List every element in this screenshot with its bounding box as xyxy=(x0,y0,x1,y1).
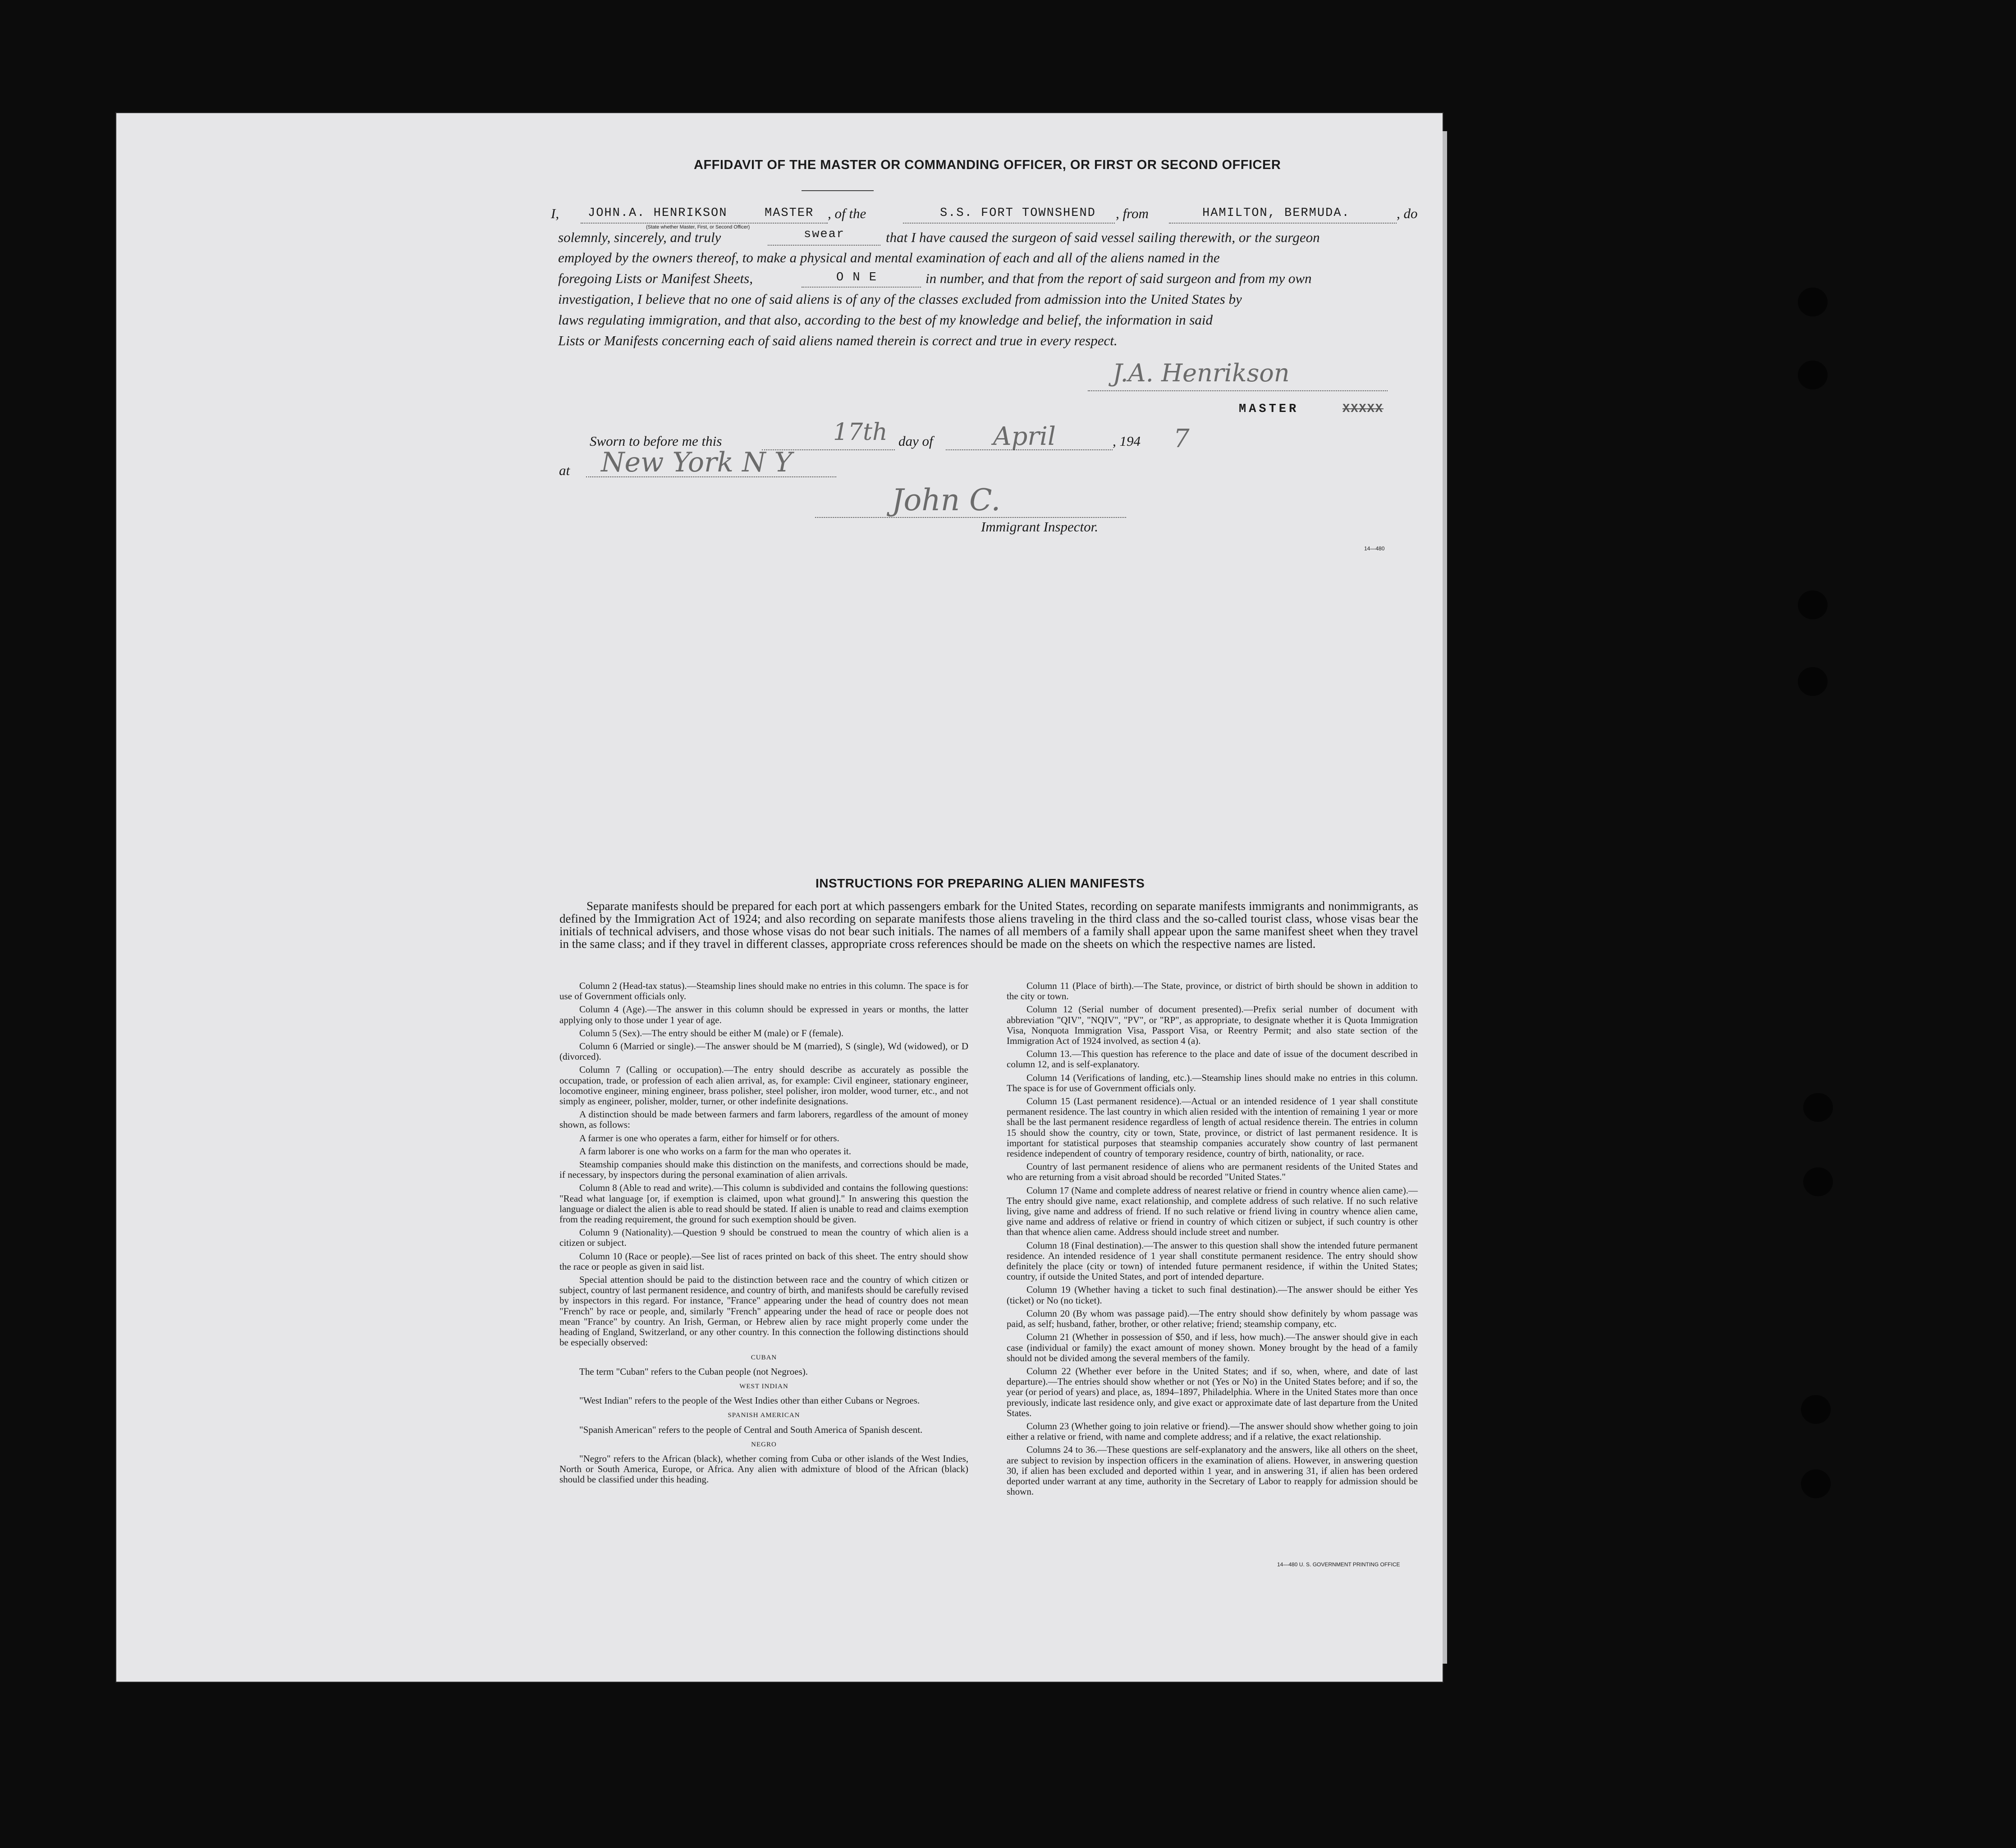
instruction-paragraph: A farmer is one who operates a farm, either for himself or for others. xyxy=(579,1132,839,1144)
count-field-line xyxy=(802,287,921,288)
instruction-paragraph: Column 19 (Whether having a ticket to such final destination).—The answer should be either Yes (ticket) or No (no ticket). xyxy=(1007,1284,1418,1306)
sheet-edge xyxy=(1443,131,1447,1664)
inspector-title: Immigrant Inspector. xyxy=(981,519,1099,535)
instruction-paragraph: Column 23 (Whether going to join relative or friend).—The answer should show whether going to join either a relative or friend, with name and complete address; and if a relative, the exact relationship. xyxy=(1007,1420,1418,1442)
instructions-right-column xyxy=(1007,981,1418,1500)
year-prefix: , 194 xyxy=(1113,433,1141,449)
form-code: 14—480 xyxy=(1364,545,1385,552)
instructions-left-column xyxy=(559,981,968,1488)
instruction-paragraph: Column 7 (Calling or occupation).—The entry should describe as accurately as possible the occupation, trade, or profession of each alien arrival, as, for example: Civil engineer, stationary engineer, locomotive engineer, mining engineer, brass polisher, steel polisher, iron molder, wood turner, etc., and not simply as engineer, polisher, molder, turner, or other indefinite designations. xyxy=(559,1064,968,1107)
instruction-paragraph: A distinction should be made between farmers and farm laborers, regardless of the amount of money shown, as follows: xyxy=(559,1109,968,1130)
race-heading: WEST INDIAN xyxy=(739,1382,788,1390)
inspector-signature: John C. xyxy=(892,483,1001,517)
master-signature: J.A. Henrikson xyxy=(1113,359,1290,387)
affidavit-line-3: employed by the owners thereof, to make a physical and mental examination of each and all of the aliens named in the xyxy=(558,250,1220,265)
vessel-field-line xyxy=(903,223,1115,224)
binder-hole xyxy=(1803,1093,1833,1122)
instruction-paragraph: Column 6 (Married or single).—The answer should be M (married), S (single), Wd (widowed), or D (divorced). xyxy=(559,1041,968,1062)
signature-line xyxy=(1088,390,1388,391)
sworn-day: 17th xyxy=(833,419,888,446)
race-heading: CUBAN xyxy=(751,1354,777,1361)
officer-rank: MASTER xyxy=(765,206,814,220)
month-field-line xyxy=(946,449,1113,450)
binder-hole xyxy=(1798,667,1828,696)
title-rule xyxy=(802,190,874,191)
affidavit-line-2: that I have caused the surgeon of said vessel sailing therewith, or the surgeon xyxy=(886,229,1320,245)
affidavit-line-7: Lists or Manifests concerning each of said aliens named therein is correct and true in every respect. xyxy=(558,333,1118,348)
instruction-paragraph: Column 11 (Place of birth).—The State, province, or district of birth should be shown in addition to the city or town. xyxy=(1007,980,1418,1002)
rank-note: (State whether Master, First, or Second Officer) xyxy=(646,224,750,230)
signature-title: MASTER xyxy=(1239,403,1299,416)
instruction-paragraph: Column 15 (Last permanent residence).—Actual or an intended residence of 1 year shall constitute permanent residence. The last country in which alien resided with the intention of remaining 1 year or more shall be the last permanent residence regardless of length of actual residence therein. The entries in column 15 should show the country, city or town, State, province, or district of last permanent residence. It is important for statistical purposes that steamship companies accurately show country of last permanent residence independent of country of temporary residence, country of birth, nationality, or race. xyxy=(1007,1096,1418,1159)
race-definition: "Negro" refers to the African (black), whether coming from Cuba or other islands of the West Indies, North or South America, Europe, or Africa. Any alien with admixture of blood of the African (black) should be classified under this heading. xyxy=(559,1453,968,1485)
binder-hole xyxy=(1801,1469,1831,1498)
manifest-sheet xyxy=(116,113,1443,1682)
instruction-paragraph: Special attention should be paid to the distinction between race and the country of which citizen or subject, country of last permanent residence, and country of birth, and manifests should be carefully revised by inspectors in this regard. For instance, "France" appearing under the head of country does not mean "French" by race or people, and, similarly "French" appearing under the head of race or people does not mean "France" by country. An Irish, German, or Hebrew alien by race might properly come under the heading of England, Switzerland, or any other country. In this connection the following distinctions should be especially observed: xyxy=(559,1274,968,1348)
binder-hole xyxy=(1798,590,1828,619)
instruction-paragraph: Country of last permanent residence of aliens who are permanent residents of the United States and who are returning from a visit abroad should be recorded "United States." xyxy=(1007,1161,1418,1183)
sworn-place: New York N Y xyxy=(601,447,793,478)
binder-hole xyxy=(1801,1395,1831,1424)
day-of-label: day of xyxy=(898,433,933,449)
from-label: , from xyxy=(1116,206,1149,221)
port-field-line xyxy=(1169,223,1397,224)
race-heading: SPANISH AMERICAN xyxy=(728,1412,800,1419)
race-definition: "Spanish American" refers to the people of Central and South America of Spanish descent. xyxy=(579,1424,923,1435)
place-field-line xyxy=(586,476,836,477)
printing-office-footer: 14—480 U. S. GOVERNMENT PRINTING OFFICE xyxy=(1277,1561,1400,1568)
binder-hole xyxy=(1798,288,1828,316)
oath-word: swear xyxy=(804,228,845,241)
do-label: , do xyxy=(1397,206,1418,221)
instruction-paragraph: Column 14 (Verifications of landing, etc.).—Steamship lines should make no entries in this column. The space is for use of Government officials only. xyxy=(1007,1072,1418,1093)
instruction-paragraph: Column 12 (Serial number of document presented).—Prefix serial number of document with abbreviation "QIV", "NQIV", "PV", or "RP", as appropriate, to designate whether it is Quota Immigration Visa, Nonquota Immigration Visa, Passport Visa, or Reentry Permit; and also state section of the Immigration Act of 1924 involved, as section 4 (a). xyxy=(1007,1004,1418,1047)
year-suffix: 7 xyxy=(1173,424,1190,453)
instruction-paragraph: Column 21 (Whether in possession of $50, and if less, how much).—The answer should give in each case (individual or family) the exact amount of money shown. Money brought by the head of a family should not be divided among the several members of the family. xyxy=(1007,1331,1418,1363)
at-label: at xyxy=(559,462,570,478)
instruction-paragraph: A farm laborer is one who works on a farm for the man who operates it. xyxy=(579,1145,851,1157)
race-definition: "West Indian" refers to the people of the West Indies other than either Cubans or Negroes. xyxy=(579,1395,920,1406)
affidavit-line-6: laws regulating immigration, and that also, according to the best of my knowledge and belief, the information in said xyxy=(558,312,1213,328)
instruction-paragraph: Column 13.—This question has reference to the place and date of issue of the document described in column 12, and is self-explanatory. xyxy=(1007,1048,1418,1070)
sworn-month: April xyxy=(993,422,1056,451)
instruction-paragraph: Columns 24 to 36.—These questions are self-explanatory and the answers, like all others on the sheet, are subject to revision by inspection officers in the examination of aliens. However, in answering question 30, if alien has been excluded and deported within 1 year, and in answering 31, if alien has been ordered deported under warrant at any time, authority in the Secretary of Labor to reapply for admission should be shown. xyxy=(1007,1444,1418,1497)
instruction-paragraph: Column 17 (Name and complete address of nearest relative or friend in country whence alien came).—The entry should give name, exact relationship, and complete address of such relative. If no such relative living, give name and address of friend. If no such relative or friend living in country whence alien came, give name and address of relative or friend in country of which citizen or subject, if such country is other than that whence alien came. Address should include street and number. xyxy=(1007,1185,1418,1238)
master-name: JOHN.A. HENRIKSON xyxy=(588,206,728,220)
sheet-count: O N E xyxy=(836,271,878,284)
instruction-paragraph: Column 22 (Whether ever before in the United States; and if so, when, where, and date of last departure).—The entries should show whether or not (Yes or No) in the United States before; and if so, the year (or period of years) and place, as, 1894–1897, Philadelphia. Where in the United States more than once previously, indicate last residence only, and give exact or approximate date of last departure from the United States. xyxy=(1007,1365,1418,1418)
sworn-label: Sworn to before me this xyxy=(590,433,722,449)
instruction-paragraph: Column 5 (Sex).—The entry should be either M (male) or F (female). xyxy=(579,1027,844,1038)
of-the-label: , of the xyxy=(828,206,866,221)
inspector-line xyxy=(815,517,1126,518)
affidavit-pronoun: I, xyxy=(551,206,559,221)
instruction-paragraph: Column 4 (Age).—The answer in this column should be expressed in years or months, the latter applying only to those under 1 year of age. xyxy=(559,1004,968,1025)
instruction-paragraph: Column 18 (Final destination).—The answer to this question shall show the intended future permanent residence. An intended residence of 1 year shall constitute permanent residence. The entry should show definitely the place (city or town) of intended future permanent residence, if within the United States; country, if outside the United States, and port of intended departure. xyxy=(1007,1240,1418,1282)
instruction-paragraph: Column 9 (Nationality).—Question 9 should be construed to mean the country of which alien is a citizen or subject. xyxy=(559,1227,968,1249)
departure-port: HAMILTON, BERMUDA. xyxy=(1202,206,1350,220)
instructions-intro: Separate manifests should be prepared for each port at which passengers embark for the United States, recording on separate manifests immigrants and nonimmigrants, as defined by the Immigration Act of 1924; and also recording on separate manifests those aliens traveling in the third class and the so-called tourist class, whose visas bear the initials of technical advisers, and those whose visas do not bear such initials. The names of all members of a family shall appear upon the same manifest sheet when they travel in the same class; and if they travel in different classes, appropriate cross references should be made on the sheets on which the respective names are listed. xyxy=(559,899,1418,951)
name-field-line xyxy=(581,223,828,224)
affidavit-line-4-end: in number, and that from the report of said surgeon and from my own xyxy=(926,270,1312,286)
affidavit-line-5: investigation, I believe that no one of said aliens is of any of the classes excluded from admission into the United States by xyxy=(558,291,1242,307)
vessel-name: S.S. FORT TOWNSHEND xyxy=(940,206,1096,220)
struck-title: XXXXX xyxy=(1342,403,1384,416)
instruction-paragraph: Column 2 (Head-tax status).—Steamship lines should make no entries in this column. The space is for use of Government officials only. xyxy=(559,980,968,1002)
instruction-paragraph: Column 8 (Able to read and write).—This column is subdivided and contains the following questions: "Read what language [or, if exemption is claimed, upon what ground]." In answering this question the language or dialect the alien is able to read should be stated. If alien is unable to read and claims exemption from the reading requirement, the ground for such exemption should be given. xyxy=(559,1182,968,1225)
instruction-paragraph: Column 20 (By whom was passage paid).—The entry should show definitely by whom passage was paid, as self; husband, father, brother, or other relative; friend; steamship company, etc. xyxy=(1007,1308,1418,1330)
binder-hole xyxy=(1803,1167,1833,1196)
solemnly-text: solemnly, sincerely, and truly xyxy=(558,229,721,245)
instruction-paragraph: Steamship companies should make this distinction on the manifests, and corrections should be made, if necessary, by inspectors during the personal examination of alien arrivals. xyxy=(559,1159,968,1180)
race-heading: NEGRO xyxy=(751,1441,777,1448)
affidavit-title: AFFIDAVIT OF THE MASTER OR COMMANDING OFFICER, OR FIRST OR SECOND OFFICER xyxy=(694,158,1281,172)
instruction-paragraph: Column 10 (Race or people).—See list of races printed on back of this sheet. The entry should show the race or people as given in said list. xyxy=(559,1250,968,1272)
affidavit-line-4-start: foregoing Lists or Manifest Sheets, xyxy=(558,270,753,286)
instructions-title: INSTRUCTIONS FOR PREPARING ALIEN MANIFESTS xyxy=(816,876,1145,890)
binder-hole xyxy=(1798,361,1828,389)
oath-field-line xyxy=(768,245,880,246)
race-definition: The term "Cuban" refers to the Cuban people (not Negroes). xyxy=(579,1366,808,1377)
